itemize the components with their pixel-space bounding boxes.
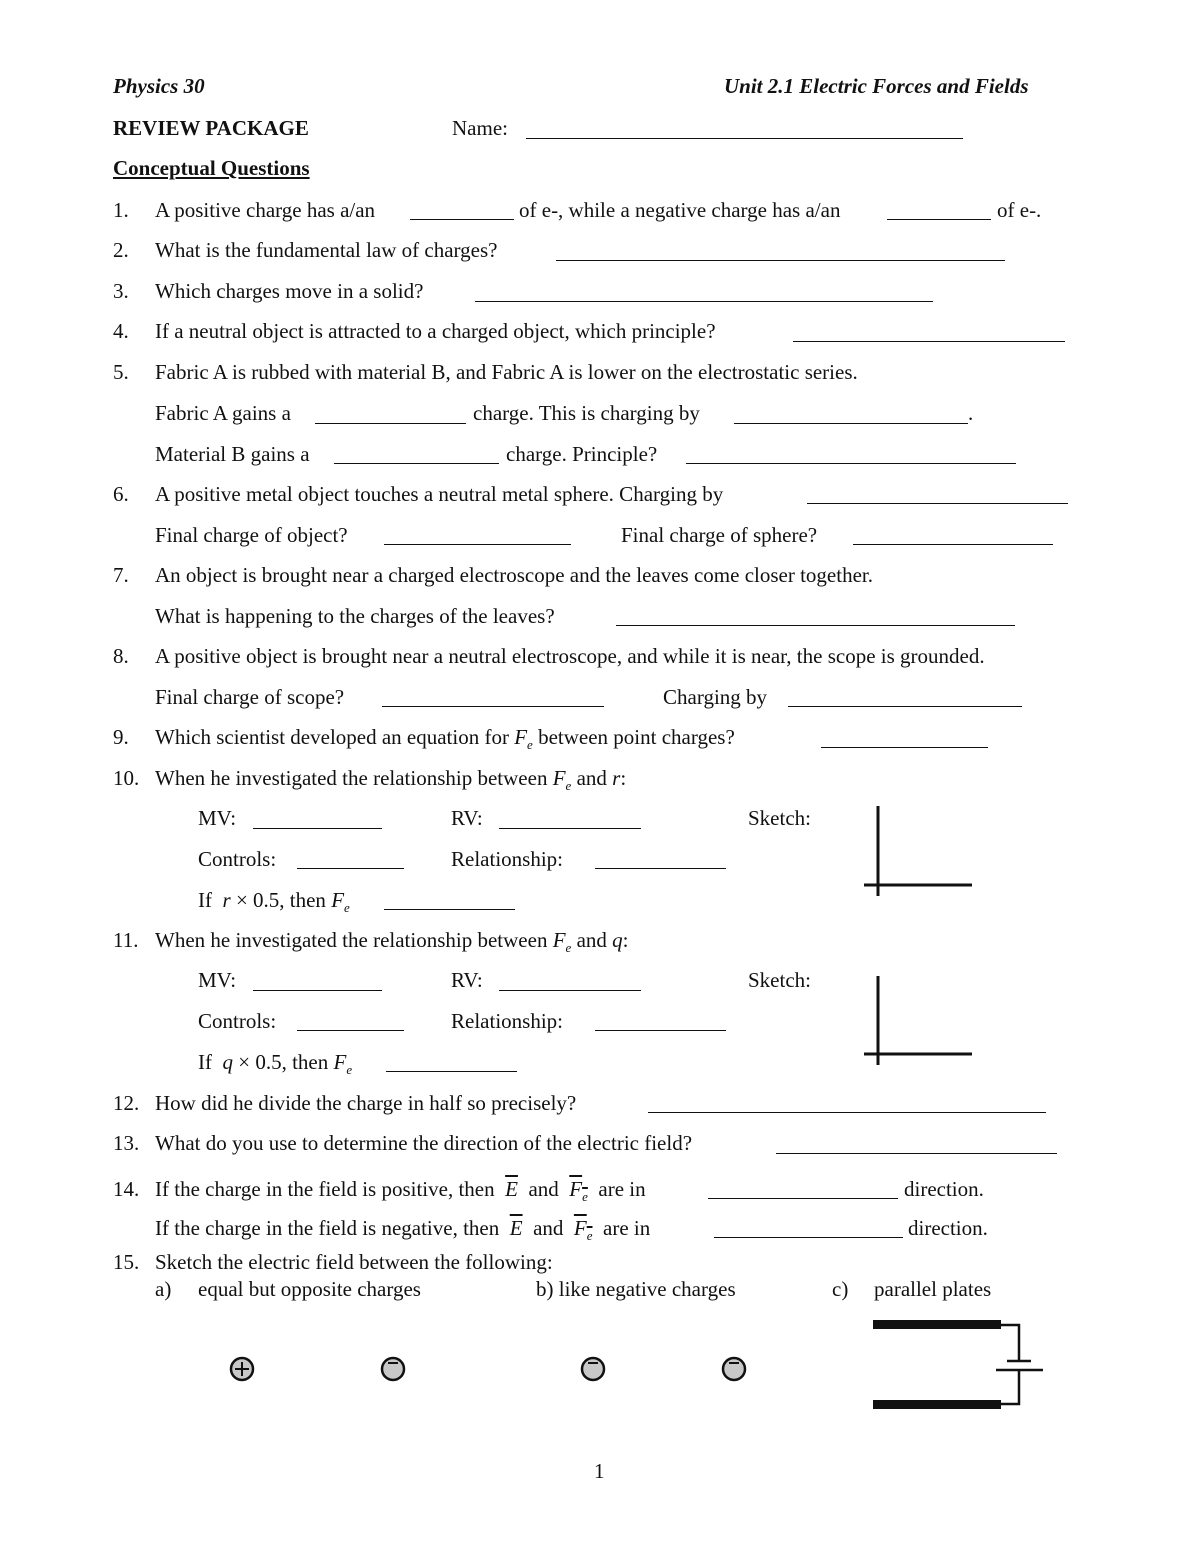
question-text: A positive charge has a/an [155, 198, 376, 222]
question-text: Final charge of object? [155, 523, 348, 547]
question-number: 2. [113, 238, 129, 262]
fe-symbol: $F_e$ [573, 1216, 593, 1244]
fe-symbol: $F_e$ [569, 1177, 588, 1205]
question-text: . [968, 401, 974, 425]
question-text: If a neutral object is attracted to a charged object, which principle? [155, 319, 716, 343]
question-text: Material B gains a [155, 442, 310, 466]
relationship-label: Relationship: [451, 847, 563, 871]
controls-label: Controls: [198, 847, 277, 871]
question-text-part: Which scientist developed an equation for [155, 725, 509, 749]
controls-label: Controls: [198, 1009, 277, 1033]
negative-charge-icon [382, 1358, 404, 1380]
question-text: An object is brought near a charged electroscope and the leaves come closer together. [155, 563, 873, 587]
question-number: 6. [113, 482, 129, 506]
unit-title: Unit 2.1 Electric Forces and Fields [724, 74, 1029, 98]
question-text: charge. This is charging by [473, 401, 700, 425]
review-title: REVIEW PACKAGE [113, 116, 309, 140]
question-number: 5. [113, 360, 129, 384]
question-text: When he investigated the relationship between $F_e$ and r: [155, 766, 627, 794]
part-label: c) [832, 1277, 849, 1301]
question-number: 13. [113, 1131, 140, 1155]
negative-charge-icon [723, 1358, 745, 1380]
part-label: a) [155, 1277, 172, 1301]
r-symbol: r [612, 766, 621, 790]
part-a-text: equal but opposite charges [198, 1277, 421, 1301]
question-text: charge. Principle? [506, 442, 658, 466]
negative-charge-icon [582, 1358, 604, 1380]
question-text: Final charge of scope? [155, 685, 345, 709]
question-text: If r × 0.5, then $F_e$ [198, 888, 350, 916]
rv-label: RV: [451, 806, 483, 830]
question-text: What is the fundamental law of charges? [155, 238, 498, 262]
top-plate [873, 1320, 1001, 1329]
page-number: 1 [594, 1459, 605, 1483]
question-number: 1. [113, 198, 129, 222]
question-text: If q × 0.5, then $F_e$ [198, 1050, 353, 1078]
sketch-axes-q11[interactable] [864, 976, 972, 1065]
question-text: direction. [908, 1216, 988, 1240]
question-text: When he investigated the relationship between $F_e$ and q: [155, 928, 629, 956]
mv-label: MV: [198, 806, 237, 830]
question-number: 7. [113, 563, 129, 587]
question-text: Which charges move in a solid? [155, 279, 424, 303]
question-text: Sketch the electric field between the following: [155, 1250, 553, 1274]
question-number: 8. [113, 644, 129, 668]
section-title: Conceptual Questions [113, 156, 310, 180]
relationship-label: Relationship: [451, 1009, 563, 1033]
fe-symbol: $F_e$ [552, 928, 572, 956]
sketch-axes-q10[interactable] [864, 806, 972, 896]
name-label: Name: [452, 116, 508, 140]
fe-symbol: $F_e$ [552, 766, 572, 794]
question-number: 4. [113, 319, 129, 343]
question-text: If the charge in the field is positive, then $\overline{E}$ and $F_e$ are in [155, 1177, 646, 1205]
e-field-symbol: $\overline{E}$ [505, 1177, 518, 1201]
course-title: Physics 30 [113, 74, 205, 98]
part-b-text: b) like negative charges [536, 1277, 736, 1301]
question-text: If the charge in the field is negative, then $\overline{E}$ and $F_e$ are in [155, 1216, 651, 1244]
rv-label: RV: [451, 968, 483, 992]
bottom-plate [873, 1400, 1001, 1409]
e-field-symbol: $\overline{E}$ [509, 1216, 523, 1240]
question-text: What is happening to the charges of the leaves? [155, 604, 555, 628]
question-number: 15. [113, 1250, 140, 1274]
question-text: of e-, while a negative charge has a/an [519, 198, 841, 222]
parallel-plates-diagram [873, 1320, 1043, 1409]
question-text: A positive object is brought near a neutral electroscope, and while it is near, the scope is grounded. [155, 644, 985, 668]
fe-symbol: $F_e$ [333, 1050, 353, 1078]
question-text: Fabric A is rubbed with material B, and Fabric A is lower on the electrostatic series. [155, 360, 858, 384]
question-text: Final charge of sphere? [621, 523, 818, 547]
question-number: 10. [113, 766, 140, 790]
question-text: Charging by [663, 685, 768, 709]
question-text: A positive metal object touches a neutral metal sphere. Charging by [155, 482, 724, 506]
battery-circuit [996, 1325, 1043, 1404]
question-number: 3. [113, 279, 129, 303]
sketch-label: Sketch: [748, 806, 811, 830]
fe-symbol: $F_e$ [331, 888, 350, 916]
question-text: direction. [904, 1177, 984, 1201]
question-number: 12. [113, 1091, 140, 1115]
sketch-label: Sketch: [748, 968, 811, 992]
question-number: 9. [113, 725, 129, 749]
positive-charge-icon [231, 1358, 253, 1380]
fe-symbol: $F_e$ [514, 725, 533, 753]
question-text-part: between point charges? [538, 725, 735, 749]
part-c-text: parallel plates [874, 1277, 992, 1301]
question-text: What do you use to determine the direction of the electric field? [155, 1131, 693, 1155]
mv-label: MV: [198, 968, 237, 992]
q-symbol: q [612, 928, 623, 952]
question-text: How did he divide the charge in half so precisely? [155, 1091, 577, 1115]
question-number: 11. [113, 928, 139, 952]
question-text: of e-. [997, 198, 1042, 222]
question-number: 14. [113, 1177, 140, 1201]
question-text: Fabric A gains a [155, 401, 291, 425]
